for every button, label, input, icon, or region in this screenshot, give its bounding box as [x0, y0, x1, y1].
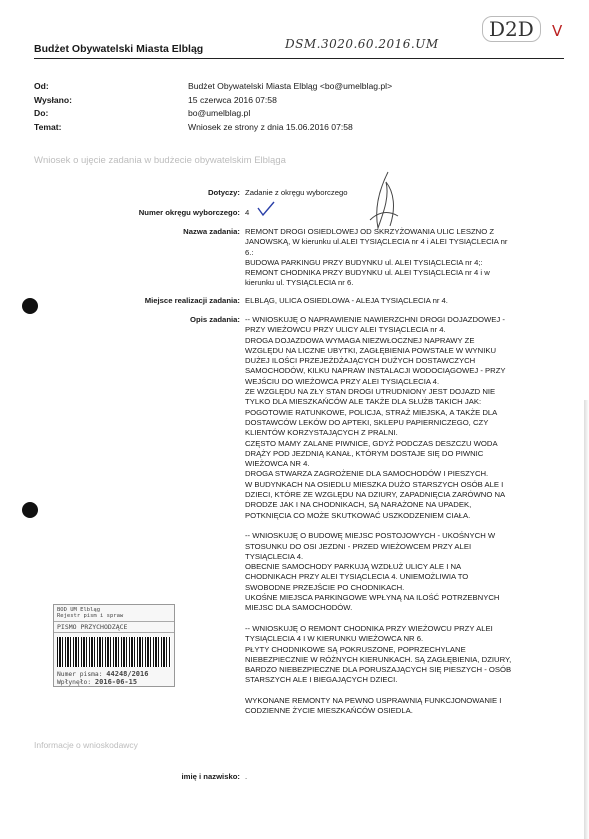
nazwa-line: 6.: [245, 247, 254, 257]
opis-line: CODZIENNE ŻYCIE MIESZKAŃCÓW OSIEDLA. [245, 706, 413, 716]
handwritten-reference: DSM.3020.60.2016.UM [285, 37, 439, 51]
to-label: Do: [34, 108, 49, 118]
header-divider [34, 58, 564, 59]
opis-line: DRĄŻY POD JEZDNIĄ KANAŁ, KTÓRYM DOSTAJE SIĘ DO PIWNIC [245, 448, 484, 458]
imie-value: . [245, 772, 248, 781]
opis-line-blank [245, 521, 550, 531]
opis-line: ZE WZGLĘDU NA ZŁY STAN DROGI UTRUDNIONY JEST DOJAZD NIE [245, 387, 496, 397]
opis-label: Opis zadania: [190, 315, 240, 324]
stamp-office: BOD UM Elbląg [57, 607, 101, 613]
check-mark-icon: V [552, 22, 563, 40]
form-title: Wniosek o ujęcie zadania w budżecie obywatelskim Elbląga [34, 155, 286, 166]
opis-line: -- WNIOSKUJĘ O NAPRAWIENIE NAWIERZCHNI DROGI DOJAZDOWEJ - [245, 315, 505, 324]
nazwa-label: Nazwa zadania: [183, 227, 240, 236]
opis-line: DROGA DOJAZDOWA WYMAGA NIEZWŁOCZNEJ NAPRAWY ZE [245, 335, 475, 345]
row-okreg [76, 208, 550, 218]
opis-line: KLIENTÓW KORZYSTAJĄCYCH Z PRALNI. [245, 428, 398, 438]
opis-line: OBECNIE SAMOCHODY PARKUJĄ WZDŁUŻ ULICY ALE I NA [245, 562, 462, 572]
opis-line: DZIECI, KTÓRE ZE WZGLĘDU NA DZIURY, ZAPADNIĘCIA ZARÓWNO NA [245, 490, 506, 500]
to-value: bo@umelblag.pl [188, 108, 251, 118]
row-nazwa [76, 227, 550, 289]
opis-line-blank [245, 614, 550, 624]
opis-line: PRZY WIEŻOWCU PRZY ULICY ALEI TYSIĄCLECIA nr 4. [245, 325, 446, 335]
stamp-number-label: Numer pisma: [57, 671, 103, 678]
opis-line: STARSZYCH ALE I BIEGAJĄCYCH DZIECI. [245, 675, 398, 685]
sent-label: Wysłano: [34, 95, 73, 105]
opis-line: TYSIĄCLECIA 4 I W KIERUNKU WIEŻOWCA NR 6. [245, 634, 424, 644]
opis-line: DUŻEJ ILOŚCI PRZEJEŻDŻAJĄCYCH DUŻYCH DOSTAWCZYCH [245, 356, 476, 366]
opis-line: UKOŚNE MIEJSCA PARKINGOWE WPŁYNĄ NA ILOŚĆ POTRZEBNYCH [245, 593, 500, 603]
opis-line: TYLKO DLA MIESZKAŃCÓW ALE TAKŻE DLA SŁUŻB TAKICH JAK: [245, 397, 482, 407]
opis-line: PŁYTY CHODNIKOWE SĄ POKRUSZONE, POPRZECHYLANE [245, 644, 466, 654]
opis-line: DRODZE JAK I NA CHODNIKACH, SĄ NARAŻONE NA UPADEK, [245, 500, 472, 510]
from-value: Budżet Obywatelski Miasta Elbląg <bo@umelblag.pl> [188, 81, 393, 91]
opis-line: WYKONANE REMONTY NA PEWNO USPRAWNIĄ FUNKCJONOWANIE I [245, 695, 502, 705]
from-label: Od: [34, 81, 49, 91]
miejsce-label: Miejsce realizacji zadania: [144, 296, 240, 305]
opis-line: TYSIĄCLECIA 4. [245, 551, 304, 561]
okreg-value: 4 [245, 208, 250, 217]
opis-line: DROGA STWARZA ZAGROŻENIE DLA SAMOCHODÓW I PIESZYCH. [245, 469, 489, 479]
opis-line-blank [245, 686, 550, 696]
subject-value: Wniosek ze strony z dnia 15.06.2016 07:58 [188, 122, 353, 132]
opis-line: WEJŚCIU DO WIEŻOWCA PRZY ALEI TYSIĄCLECIA 4. [245, 376, 440, 386]
opis-line: POGOTOWIE RATUNKOWE, POLICJA, STRAŻ MIEJSKA, A TAKŻE DLA [245, 407, 498, 417]
binder-hole-bottom [22, 502, 38, 518]
document-title: Budżet Obywatelski Miasta Elbląg [34, 43, 204, 55]
opis-line: SWOBODNE PRZEJŚCIE PO CHODNIKACH. [245, 582, 405, 592]
nazwa-line: BUDOWA PARKINGU PRZY BUDYNKU ul. ALEI TYSIĄCLECIA nr 4;: [245, 257, 483, 267]
opis-line: -- WNIOSKUJĘ O BUDOWĘ MIEJSC POSTOJOWYCH - UKOŚNYCH W [245, 531, 496, 541]
stamp-number-value: 44248/2016 [106, 670, 149, 678]
barcode [57, 637, 171, 667]
scan-edge-shadow [584, 400, 589, 839]
blue-check-icon [256, 200, 276, 218]
binder-hole-top [22, 298, 38, 314]
opis-line: POTKNIĘCIA CO MOŻE SKUTKOWAĆ USZKODZENIEM CIAŁA. [245, 510, 471, 520]
opis-line: WIEŻOWCA NR 4. [245, 459, 310, 469]
stamp-date-label: Wpłynęło: [57, 678, 92, 686]
dotyczy-label: Dotyczy: [207, 188, 240, 197]
imie-label: imię i nazwisko: [181, 772, 240, 781]
nazwa-line: REMONT CHODNIKA PRZY BUDYNKU ul. ALEI TYSIĄCLECIA nr 4 i w [245, 268, 490, 278]
opis-line: CZĘSTO MAMY ZALANE PIWNICE, GDYŻ PODCZAS DESZCZU WODA [245, 438, 498, 448]
subject-label: Temat: [34, 122, 62, 132]
handwritten-code: D2D [482, 16, 541, 42]
opis-line: SAMOCHODÓW, KILKU NAPRAW INSTALACJI WODOCIĄGOWEJ - PRZY [245, 366, 506, 376]
nazwa-value [245, 227, 550, 289]
opis-line: WZGLĘDU NA LICZNE UBYTKI, ZAGŁĘBIENIA POWSTAŁE W WYNIKU [245, 345, 497, 355]
stamp-kind: PISMO PRZYCHODZĄCE [54, 622, 174, 633]
opis-line: DOSTAWCÓW LEKÓW DO APTEKI, SKLEPU PAPIERNICZEGO, CZY [245, 417, 489, 427]
row-miejsce [76, 296, 550, 306]
opis-line: NIEBEZPIECZNIE W RÓŻNYCH KIERUNKACH. SĄ ZAGŁĘBIENIA, DZIURY, [245, 654, 512, 664]
stamp-date-value: 2016-06-15 [94, 677, 138, 686]
opis-line: STOSUNKU DO OSI JEZDNI - PRZED WIEŻOWCEM PRZY ALEI [245, 541, 472, 551]
opis-line: W BUDYNKACH NA OSIEDLU MIESZKA DUŻO STARSZYCH OSÓB ALE I [245, 479, 504, 489]
stamp-date-row [54, 679, 174, 687]
dotyczy-value: Zadanie z okręgu wyborczego [245, 188, 348, 197]
opis-line: MIEJSC DLA SAMOCHODÓW. [245, 603, 353, 613]
row-dotyczy [76, 188, 550, 198]
sent-value: 15 czerwca 2016 07:58 [188, 95, 277, 105]
opis-line: -- WNIOSKUJĘ O REMONT CHODNIKA PRZY WIEŻOWCU PRZY ALEI [245, 623, 493, 633]
opis-line: BARDZO NIEBEZPIECZNE DLA PORUSZAJĄCYCH SIĘ PIESZYCH - OSÓB [245, 665, 512, 675]
opis-value [245, 315, 550, 717]
nazwa-line: kierunku ul. TYSIĄCLECIA nr 6. [245, 278, 354, 288]
okreg-label: Numer okręgu wyborczego: [138, 208, 240, 217]
miejsce-value: ELBLĄG, ULICA OSIEDLOWA - ALEJA TYSIĄCLECIA nr 4. [245, 296, 448, 305]
stamp-register: Rejestr pism i spraw [57, 613, 124, 619]
nazwa-line: JANOWSKĄ, W kierunku ul.ALEI TYSIĄCLECIA nr 4 i ALEI TYSIĄCLECIA nr [245, 237, 508, 247]
applicant-info-title: Informacje o wnioskodawcy [34, 740, 138, 750]
opis-line: CHODNIKACH PRZY ALEI TYSIĄCLECIA 4. UNIEMOŻLIWIA TO [245, 572, 469, 582]
row-imie [76, 772, 550, 782]
nazwa-line: REMONT DROGI OSIEDLOWEJ OD SKRZYŻOWANIA ULIC LESZNO Z [245, 227, 495, 236]
registry-stamp [53, 604, 175, 687]
